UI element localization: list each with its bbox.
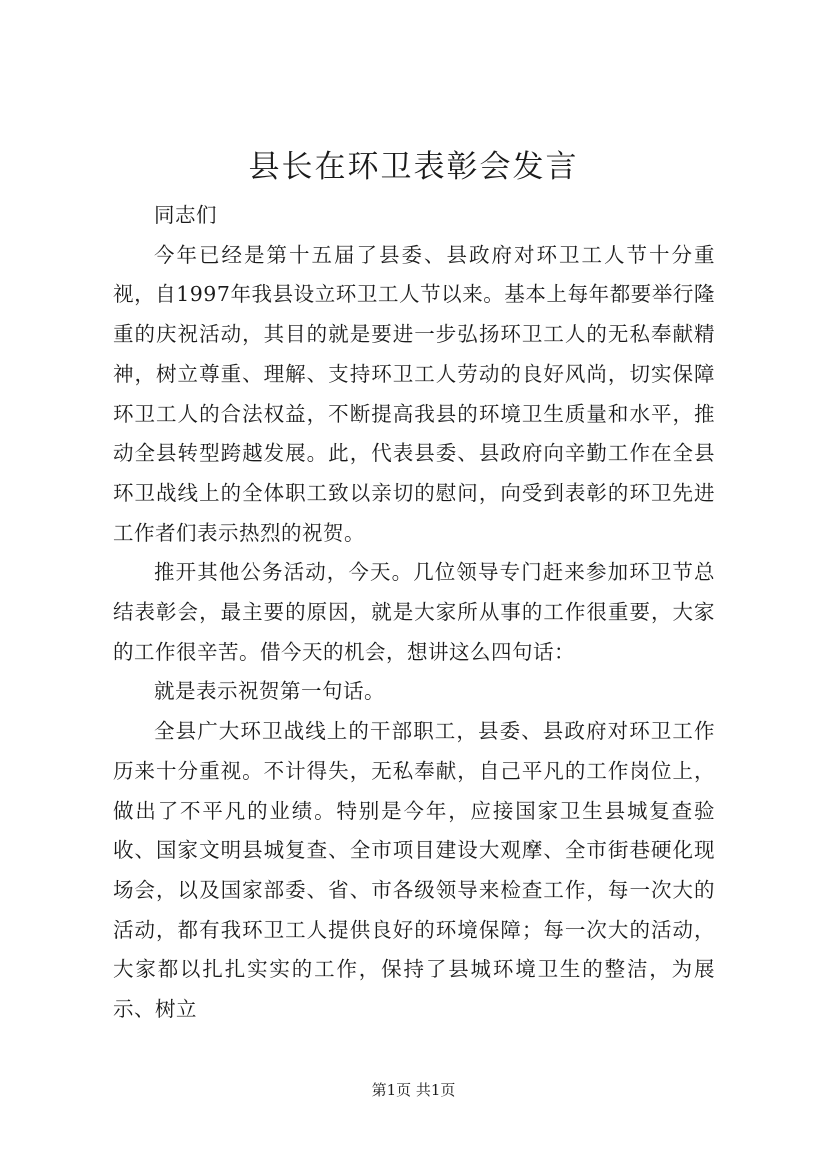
document-body: [113, 196, 715, 1030]
body-paragraph: 推开其他公务活动，今天。几位领导专门赶来参加环卫节总结表彰会，最主要的原因，就是大家所从事的工作很重要，大家的工作很辛苦。借今天的机会，想讲这么四句话：: [113, 560, 715, 664]
page-number-footer: 第1页 共1页: [371, 1081, 456, 1099]
document-title: 县长在环卫表彰会发言: [248, 149, 579, 185]
body-paragraph: 就是表示祝贺第一句话。: [154, 679, 385, 704]
body-paragraph: 全县广大环卫战线上的干部职工，县委、县政府对环卫工作历来十分重视。不计得失，无私奉献，自己平凡的工作岗位上，做出了不平凡的业绩。特别是今年，应接国家卫生县城复查验收、国家文明县城复查、全市项目建设大观摩、全市街巷硬化现场会，以及国家部委、省、市各级领导来检查工作，每一次大的活动，都有我环卫工人提供良好的环境保障；每一次大的活动，大家都以扎扎实实的工作，保持了县城环境卫生的整洁，为展示、树立: [113, 719, 715, 1022]
salutation-paragraph: 同志们: [154, 203, 217, 227]
body-paragraph: 今年已经是第十五届了县委、县政府对环卫工人节十分重视，自1997年我县设立环卫工人节以来。基本上每年都要举行隆重的庆祝活动，其目的就是要进一步弘扬环卫工人的无私奉献精神，树立尊重、理解、支持环卫工人劳动的良好风尚，切实保障环卫工人的合法权益，不断提高我县的环境卫生质量和水平，推动全县转型跨越发展。此，代表县委、县政府向辛勤工作在全县环卫战线上的全体职工致以亲切的慰问，向受到表彰的环卫先进工作者们表示热烈的祝贺。: [113, 242, 715, 545]
